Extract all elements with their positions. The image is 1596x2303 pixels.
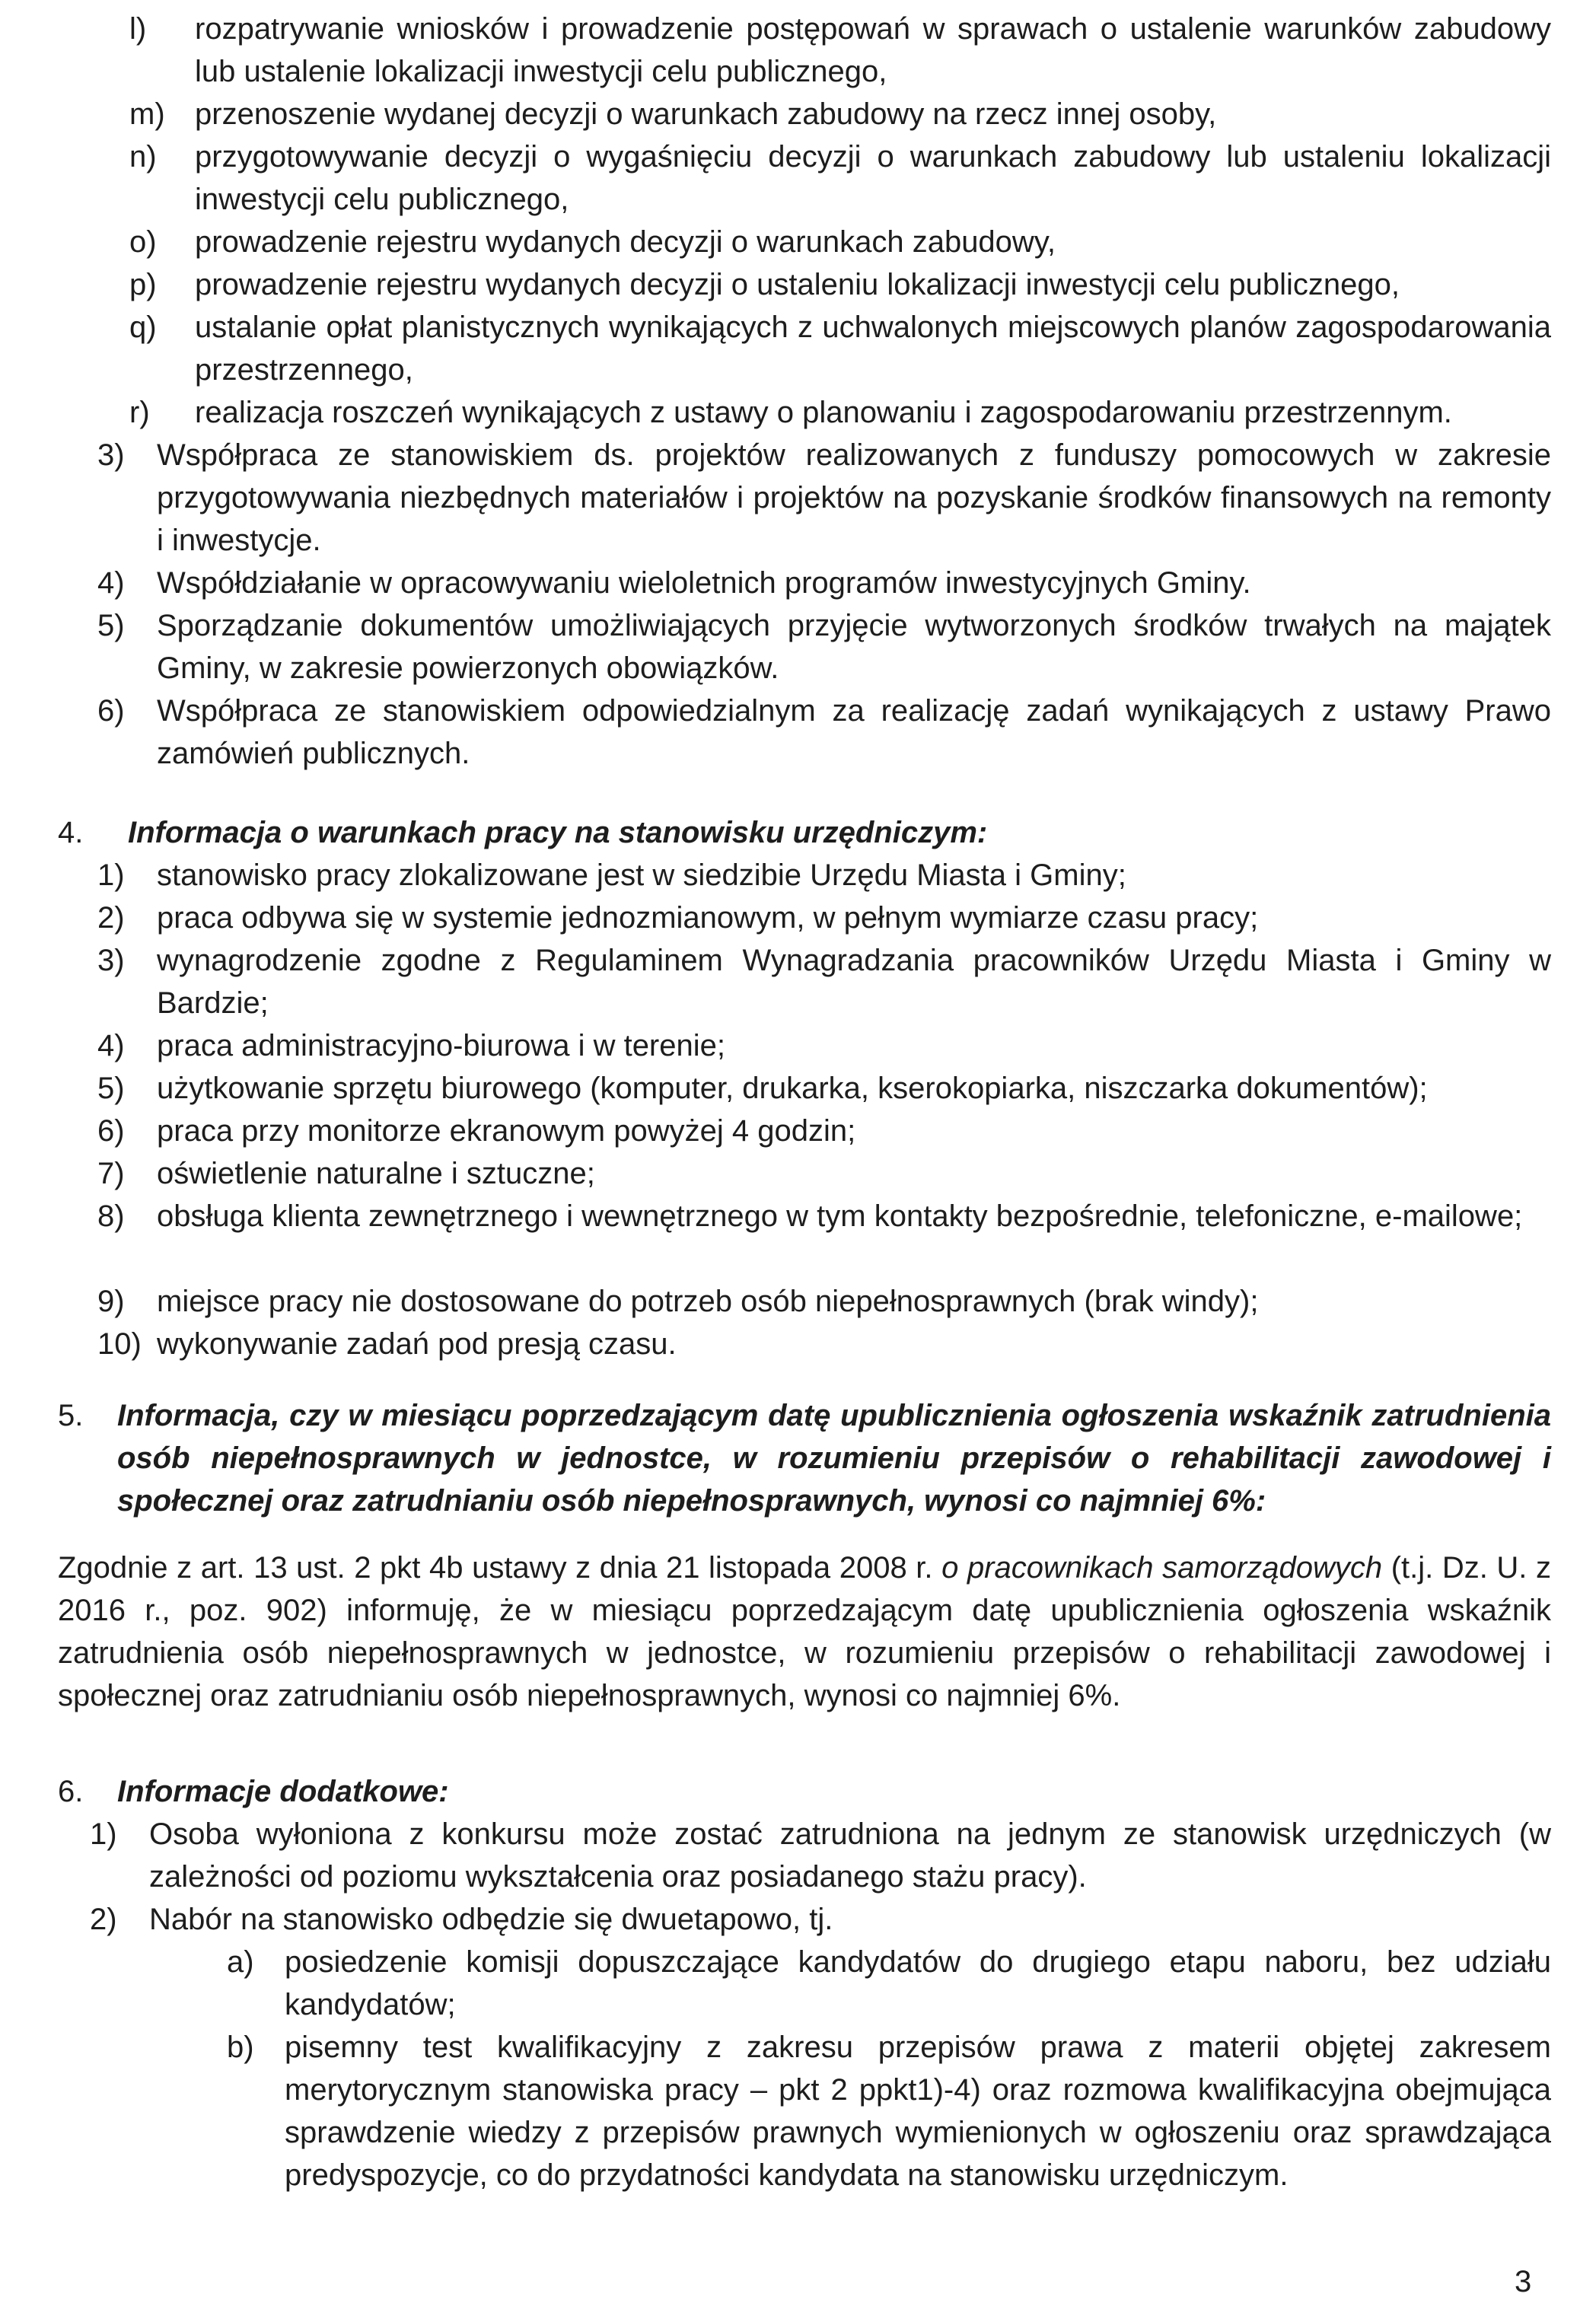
list-item-label: 2)	[90, 1903, 117, 1936]
list-item-label: 5)	[97, 609, 125, 642]
list-item-label: 8)	[97, 1199, 125, 1233]
list-item-m	[129, 93, 1551, 135]
section-5-heading	[58, 1394, 1551, 1522]
list-item-label: 1)	[97, 858, 125, 892]
s4-item-1	[97, 854, 1551, 897]
list-item-label: q)	[129, 311, 157, 344]
list-item-text: realizacja roszczeń wynikających z ustawy o planowaniu i zagospodarowaniu przestrzennym.	[195, 396, 1452, 429]
list-item-o	[129, 221, 1551, 263]
list-item-label: 3)	[97, 438, 125, 472]
s4-item-7	[97, 1152, 1551, 1195]
page-number: 3	[1515, 2265, 1532, 2298]
list-item-text: stanowisko pracy zlokalizowane jest w siedzibie Urzędu Miasta i Gminy;	[157, 858, 1126, 892]
list-item-text: wykonywanie zadań pod presją czasu.	[157, 1327, 677, 1361]
list-item-4	[97, 562, 1551, 604]
section-6-heading	[58, 1770, 1551, 1813]
section-5-paragraph	[58, 1546, 1551, 1717]
s4-item-4	[97, 1024, 1551, 1067]
list-item-text: prowadzenie rejestru wydanych decyzji o warunkach zabudowy,	[195, 225, 1056, 259]
list-item-label: r)	[129, 396, 150, 429]
list-item-label: 3)	[97, 944, 125, 977]
list-item-q	[129, 306, 1551, 391]
s4-item-9	[97, 1280, 1551, 1323]
list-item-label: l)	[129, 12, 147, 46]
s6-item-2	[90, 1898, 1551, 1941]
s4-item-6	[97, 1110, 1551, 1152]
list-item-label: o)	[129, 225, 157, 259]
list-item-text: obsługa klienta zewnętrznego i wewnętrznego w tym kontakty bezpośrednie, telefoniczne, e-mailowe;	[157, 1199, 1523, 1233]
list-item-text: praca administracyjno-biurowa i w terenie;	[157, 1029, 725, 1062]
list-item-label: 4)	[97, 566, 125, 600]
paragraph-text-end: (t.j. Dz. U. z 2016 r., poz. 902) informuję, że w miesiącu poprzedzającym datę upublicznienia ogłoszenia wskaźnik zatrudnienia osób niepełnosprawnych w jednostce, w rozumieniu przepisów o rehabilitacji zawodowej i społecznej oraz zatrudnianiu osób niepełnosprawnych, wynosi co najmniej 6%.	[58, 1551, 1552, 1712]
section-number: 6.	[58, 1775, 84, 1808]
section-title: Informacja, czy w miesiącu poprzedzającym datę upublicznienia ogłoszenia wskaźnik zatrudnienia osób niepełnosprawnych w jednostce, w rozumieniu przepisów o rehabilitacji zawodowej i społecznej oraz zatrudnianiu osób niepełnosprawnych, wynosi co najmniej 6%:	[117, 1399, 1551, 1518]
section-title: Informacja o warunkach pracy na stanowisku urzędniczym:	[128, 816, 988, 849]
list-item-label: 2)	[97, 901, 125, 935]
list-item-text: Nabór na stanowisko odbędzie się dwuetapowo, tj.	[149, 1903, 833, 1936]
s6-subitem-a	[227, 1941, 1551, 2026]
section-title: Informacje dodatkowe:	[117, 1775, 449, 1808]
list-item-text: rozpatrywanie wniosków i prowadzenie postępowań w sprawach o ustalenie warunków zabudowy lub ustalenie lokalizacji inwestycji celu publicznego,	[195, 12, 1551, 88]
s6-subitem-b	[227, 2026, 1551, 2196]
list-item-text: praca przy monitorze ekranowym powyżej 4 godzin;	[157, 1114, 856, 1148]
list-item-label: 6)	[97, 1114, 125, 1148]
paragraph-text-start: Zgodnie z art. 13 ust. 2 pkt 4b ustawy z dnia 21 listopada 2008 r.	[58, 1551, 933, 1585]
list-item-r	[129, 391, 1551, 434]
s4-item-10	[97, 1323, 1551, 1365]
list-item-text: pisemny test kwalifikacyjny z zakresu przepisów prawa z materii objętej zakresem merytorycznym stanowiska pracy – pkt 2 ppkt1)-4) oraz rozmowa kwalifikacyjna obejmująca sprawdzenie wiedzy z przepisów prawnych wymienionych w ogłoszeniu oraz sprawdzająca predyspozycje, co do przydatności kandydata na stanowisku urzędniczym.	[285, 2031, 1551, 2192]
list-item-label: n)	[129, 140, 157, 174]
list-item-text: wynagrodzenie zgodne z Regulaminem Wynagradzania pracowników Urzędu Miasta i Gminy w Bardzie;	[157, 944, 1551, 1020]
list-item-label: 7)	[97, 1157, 125, 1190]
list-item-text: Sporządzanie dokumentów umożliwiających przyjęcie wytworzonych środków trwałych na majątek Gminy, w zakresie powierzonych obowiązków.	[157, 609, 1551, 685]
list-item-label: 9)	[97, 1285, 125, 1318]
section-number: 4.	[58, 816, 84, 849]
list-item-text: Współpraca ze stanowiskiem ds. projektów realizowanych z funduszy pomocowych w zakresie przygotowywania niezbędnych materiałów i projektów na pozyskanie środków finansowych na remonty i inwestycje.	[157, 438, 1551, 557]
list-item-n	[129, 135, 1551, 221]
s4-item-2	[97, 897, 1551, 939]
list-item-text: Osoba wyłoniona z konkursu może zostać zatrudniona na jednym ze stanowisk urzędniczych (w zależności od poziomu wykształcenia oraz posiadanego stażu pracy).	[149, 1817, 1551, 1894]
list-item-label: 6)	[97, 694, 125, 728]
list-item-label: 4)	[97, 1029, 125, 1062]
list-item-label: b)	[227, 2031, 254, 2064]
s6-item-1	[90, 1813, 1551, 1898]
s4-item-5	[97, 1067, 1551, 1110]
list-item-label: a)	[227, 1945, 254, 1979]
list-item-label: 5)	[97, 1072, 125, 1105]
list-item-text: przenoszenie wydanej decyzji o warunkach zabudowy na rzecz innej osoby,	[195, 97, 1217, 131]
list-item-6	[97, 690, 1551, 775]
list-item-text: przygotowywanie decyzji o wygaśnięciu decyzji o warunkach zabudowy lub ustaleniu lokalizacji inwestycji celu publicznego,	[195, 140, 1551, 216]
section-number: 5.	[58, 1399, 84, 1432]
list-item-3	[97, 434, 1551, 562]
list-item-text: Współdziałanie w opracowywaniu wieloletnich programów inwestycyjnych Gminy.	[157, 566, 1251, 600]
list-item-text: praca odbywa się w systemie jednozmianowym, w pełnym wymiarze czasu pracy;	[157, 901, 1259, 935]
list-item-label: 10)	[97, 1327, 142, 1361]
section-4-heading	[58, 811, 1551, 854]
s4-item-3	[97, 939, 1551, 1024]
s4-item-8	[97, 1195, 1551, 1238]
list-item-5	[97, 604, 1551, 690]
list-item-l	[129, 8, 1551, 93]
list-item-label: p)	[129, 268, 157, 301]
list-item-p	[129, 263, 1551, 306]
list-item-text: miejsce pracy nie dostosowane do potrzeb osób niepełnosprawnych (brak windy);	[157, 1285, 1259, 1318]
list-item-text: Współpraca ze stanowiskiem odpowiedzialnym za realizację zadań wynikających z ustawy Prawo zamówień publicznych.	[157, 694, 1551, 770]
list-item-text: posiedzenie komisji dopuszczające kandydatów do drugiego etapu naboru, bez udziału kandydatów;	[285, 1945, 1551, 2021]
list-item-label: 1)	[90, 1817, 117, 1851]
list-item-text: ustalanie opłat planistycznych wynikających z uchwalonych miejscowych planów zagospodarowania przestrzennego,	[195, 311, 1551, 387]
list-item-text: użytkowanie sprzętu biurowego (komputer, drukarka, kserokopiarka, niszczarka dokumentów);	[157, 1072, 1428, 1105]
list-item-text: prowadzenie rejestru wydanych decyzji o ustaleniu lokalizacji inwestycji celu publicznego,	[195, 268, 1400, 301]
list-item-text: oświetlenie naturalne i sztuczne;	[157, 1157, 595, 1190]
list-item-label: m)	[129, 97, 165, 131]
law-title: o pracownikach samorządowych	[941, 1551, 1383, 1585]
